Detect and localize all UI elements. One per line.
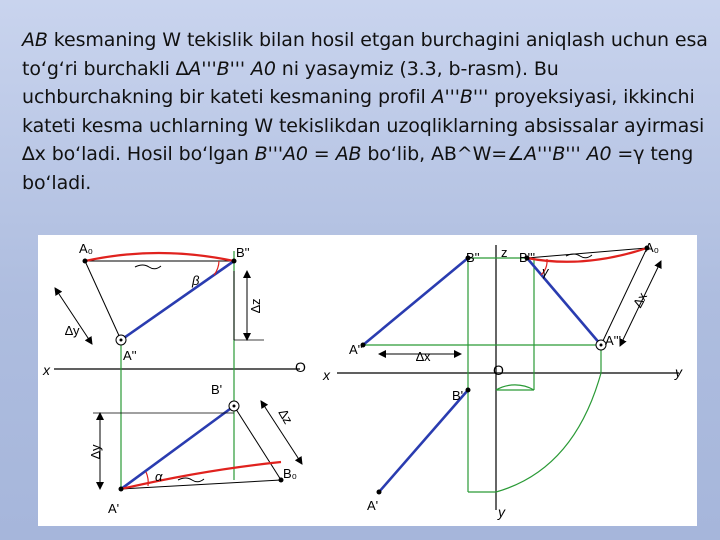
label-b1: B' — [452, 388, 464, 403]
right-angle-dot — [600, 344, 603, 347]
label-y-axis-right: y — [675, 364, 682, 380]
label-dx-mid: ∆x — [416, 349, 431, 364]
equal-length-mark — [566, 254, 592, 258]
label-alpha: α — [155, 469, 163, 484]
construction-line — [85, 261, 121, 340]
ab-segment-name: AB — [335, 143, 362, 166]
point-a0 — [83, 259, 88, 264]
label-gamma: γ — [542, 264, 549, 279]
label-z-axis: z — [501, 245, 508, 260]
frontal-projection-line — [363, 258, 468, 345]
label-origin: O — [493, 362, 504, 378]
text-part: = — [307, 143, 336, 166]
true-length-line-top — [85, 253, 234, 261]
left-figure-drawing — [38, 235, 319, 526]
equal-length-mark — [178, 478, 204, 482]
label-x-axis: x — [43, 362, 50, 378]
label-a1: A' — [367, 498, 379, 513]
true-length-line — [527, 248, 647, 262]
right-angle-dot — [120, 339, 123, 342]
point-b1 — [466, 388, 471, 393]
horizontal-projection-line — [379, 390, 468, 492]
text-part: ni yasaymiz (3.3, b-rasm). Bu uchburchakning bir kateti kesmaning profil — [22, 57, 559, 109]
angle-notation: ∠A'''B''' A0 — [507, 143, 612, 166]
triangle-notation: A'''B''' A0 — [188, 57, 276, 80]
label-b3: B''' — [519, 250, 536, 265]
label-dx-side: ∆x — [630, 290, 651, 310]
text-part: =γ teng bo‘ladi. — [22, 143, 694, 194]
frontal-projection-line — [121, 261, 234, 340]
green-link-arc — [496, 385, 534, 390]
profile-projection-line — [527, 258, 601, 345]
label-a2: A'' — [123, 348, 137, 363]
label-y-axis-bottom: y — [498, 504, 505, 520]
label-a1: A' — [108, 501, 120, 516]
label-dy-top: ∆y — [65, 323, 80, 338]
green-link-arc — [496, 373, 601, 492]
label-beta: β — [192, 273, 200, 288]
profile-projection-notation: A'''B''' — [431, 86, 489, 109]
label-dz-oblique: ∆z — [275, 406, 296, 427]
text-part: proyeksiyasi, ikkinchi kateti kesma uchlarning W tekislikdan uzoqliklarning absissalar ayirmasi ∆x bo‘ladi. Hosil bo‘lgan — [22, 86, 705, 166]
label-b1: B' — [211, 382, 223, 397]
text-part: bo‘lib, AB^W= — [361, 143, 508, 166]
label-dz: ∆z — [248, 298, 263, 313]
label-x-axis: x — [323, 367, 330, 383]
label-b2: B'' — [236, 245, 250, 260]
ab-segment-name: AB — [22, 29, 48, 51]
label-a2: A'' — [349, 342, 363, 357]
label-dy-bottom: ∆y — [88, 444, 103, 459]
right-figure-panel — [319, 235, 697, 526]
hypotenuse-notation: B'''A0 — [254, 143, 308, 166]
triangle-symbol: ∆ — [175, 57, 189, 80]
right-figure-drawing — [319, 235, 697, 526]
text-part: kesmaning W tekislik bilan hosil etgan burchagini aniqlash uchun esa to‘g‘ri burchakli — [22, 29, 708, 80]
label-b0: B₀ — [283, 466, 298, 481]
label-a0: A₀ — [645, 240, 660, 255]
equal-length-mark — [135, 265, 161, 269]
construction-line — [234, 406, 281, 480]
left-figure-panel — [38, 235, 319, 526]
body-paragraph — [22, 26, 712, 198]
label-a0: A₀ — [79, 241, 94, 256]
point-a1 — [377, 490, 382, 495]
right-angle-dot — [233, 405, 236, 408]
point-a1 — [119, 487, 124, 492]
label-origin: O — [295, 359, 306, 375]
label-b2: B'' — [466, 250, 480, 265]
label-a3: A''' — [605, 333, 622, 348]
